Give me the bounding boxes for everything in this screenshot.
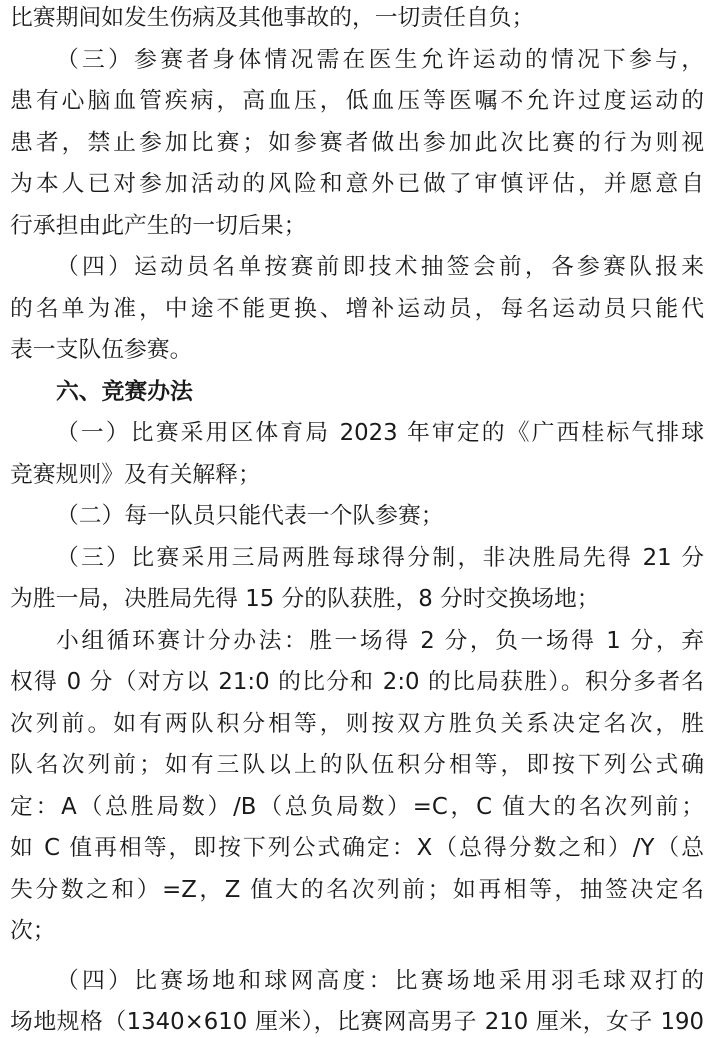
text-line: 的名单为准，中途不能更换、增补运动员，每名运动员只能代	[10, 295, 704, 322]
text-line: 权得 0 分（对方以 21:0 的比分和 2:0 的比局获胜）。积分多者名	[10, 669, 704, 695]
text-line: 次；	[10, 918, 56, 944]
text-line: 队名次列前；如有三队以上的队伍积分相等，即按下列公式确	[10, 752, 704, 778]
text-line: 患有心脑血管疾病，高血压，低血压等医嘱不允许过度运动的	[10, 88, 704, 114]
text-line: 次列前。如有两队积分相等，则按双方胜负关系决定名次，胜	[10, 710, 704, 737]
text-line: （二）每一队员只能代表一个队参赛；	[56, 503, 444, 529]
text-line: 定：A（总胜局数）/B（总负局数）=C，C 值大的名次列前；	[10, 793, 704, 820]
text-line: 竞赛规则》及有关解释；	[10, 461, 261, 488]
text-line: 小组循环赛计分办法：胜一场得 2 分，负一场得 1 分，弃	[56, 627, 704, 654]
text-line: 为胜一局，决胜局先得 15 分的队获胜，8 分时交换场地；	[10, 586, 600, 612]
text-line: （四）运动员名单按赛前即技术抽签会前，各参赛队报来	[56, 254, 704, 280]
document-page	[10, 0, 704, 1038]
text-line: 失分数之和）=Z，Z 值大的名次列前；如再相等，抽签决定名	[10, 876, 704, 903]
paragraph-gap	[10, 953, 704, 961]
text-line: （四）比赛场地和球网高度：比赛场地采用羽毛球双打的	[56, 967, 704, 994]
text-line: （三）参赛者身体情况需在医生允许运动的情况下参与，	[56, 46, 704, 73]
text-line: 如 C 值再相等，即按下列公式确定：X（总得分数之和）/Y（总	[10, 835, 704, 861]
text-line: （一）比赛采用区体育局 2023 年审定的《广西桂标气排球	[56, 420, 704, 446]
section-heading: 六、竞赛办法	[56, 378, 193, 405]
text-line: （三）比赛采用三局两胜每球得分制，非决胜局先得 21 分	[56, 544, 704, 571]
text-line: 场地规格（1340×610 厘米），比赛网高男子 210 厘米，女子 190	[10, 1009, 704, 1035]
text-line: 表一支队伍参赛。	[10, 337, 193, 363]
text-line: 患者，禁止参加比赛；如参赛者做出参加此次比赛的行为则视	[10, 129, 704, 156]
text-line: 行承担由此产生的一切后果；	[10, 212, 307, 239]
text-line: 为本人已对参加活动的风险和意外已做了审慎评估，并愿意自	[10, 171, 704, 197]
text-line: 比赛期间如发生伤病及其他事故的，一切责任自负；	[10, 5, 535, 31]
